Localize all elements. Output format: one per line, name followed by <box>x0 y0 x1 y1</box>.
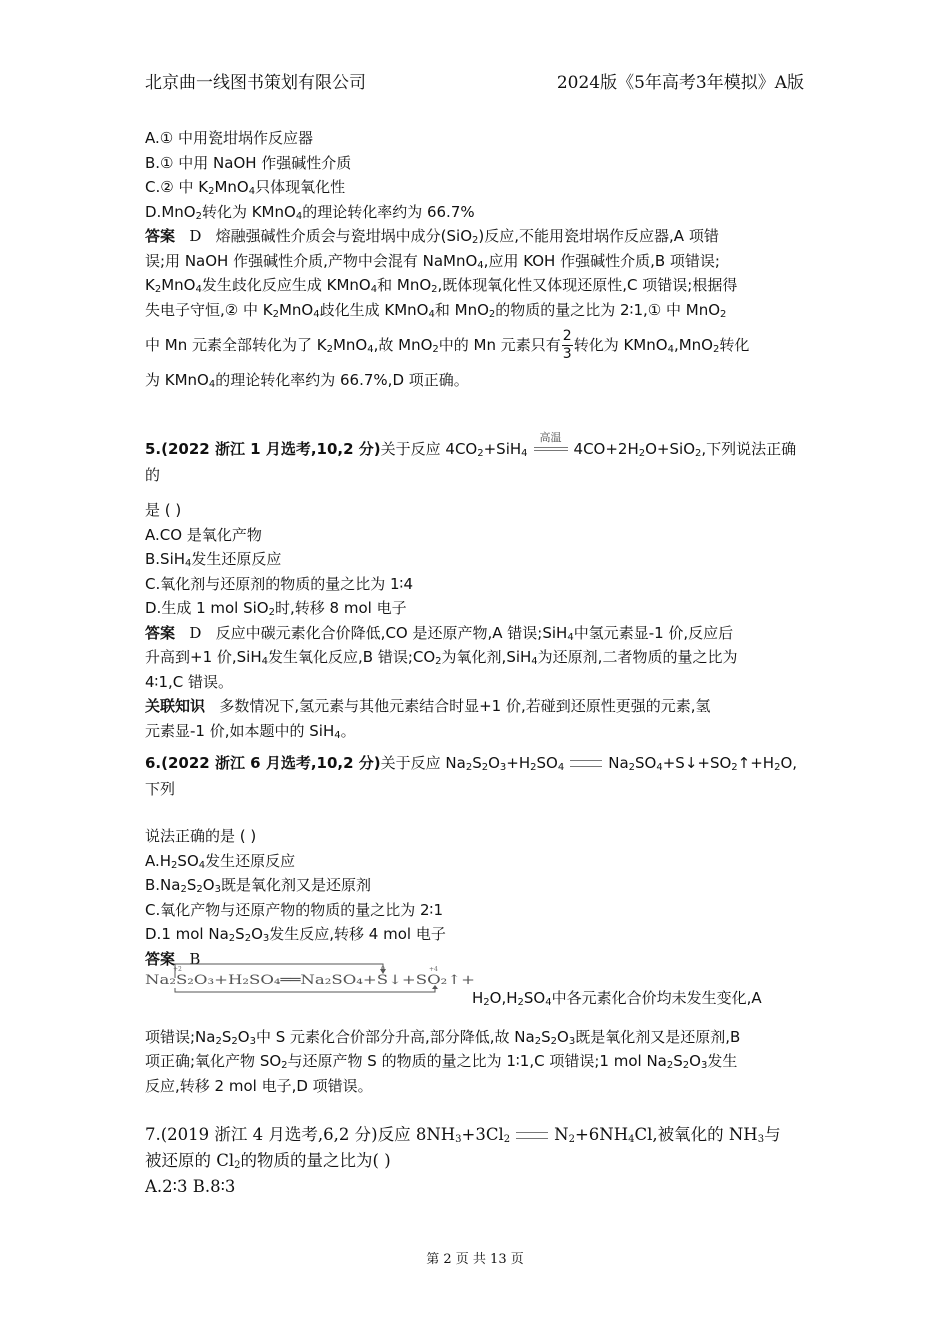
equation-text: Na₂S₂O₃+H₂SO₄══Na₂SO₄+S↓+SO₂↑+ <box>145 973 475 988</box>
q4-explain-4: 失电子守恒,② 中 $K_2MnO_4$歧化生成 KMnO$_4$和 MnO$_2$的物质的量之比为 2∶1,① 中 MnO$_2$ <box>145 300 727 320</box>
q6-explain-1: $H_2O,H_2SO_4$中各元素化合价均未发生变化,A <box>472 989 762 1008</box>
q4-explain-6: 为 KMnO$_4$的理论转化率约为 66.7%,D 项正确。 <box>145 371 469 390</box>
q5-stem-2: 是 ( ) <box>145 501 182 519</box>
fraction-two-thirds: $\frac{2}{3}$ <box>562 328 572 362</box>
q5-answer: 答案 D 反应中碳元素化合价降低,CO 是还原产物,A 错误;SiH$_4$中氢元素显-1 价,反应后 <box>145 623 734 643</box>
q7-stem: 7.(2019 浙江 4 月选考,6,2 分)反应 $8NH_3+3Cl_2$ $N_2+6NH_4Cl$,被氧化的 $NH_3$与 <box>145 1125 781 1145</box>
q6-option-d: D.1 mol $Na_2S_2O_3$发生反应,转移 4 mol 电子 <box>145 925 446 944</box>
equals-arrow <box>570 760 602 767</box>
q6-explanation <box>145 986 807 1098</box>
page-footer: 第 2 页 共 13 页 <box>426 1252 524 1267</box>
header-left: 北京曲一线图书策划有限公司 <box>145 73 366 93</box>
q5-block <box>145 430 807 743</box>
q6-stem-2: 说法正确的是 ( ) <box>145 827 257 845</box>
answer-label: 答案 <box>145 227 176 245</box>
q7-stem-2: 被还原的 $Cl_2$的物质的量之比为( ) <box>145 1151 391 1171</box>
valence-s-zero: 0 <box>381 966 385 973</box>
valence-s-plus2: +2 <box>173 966 182 973</box>
q4-option-c: C.② 中 $K_2MnO_4$只体现氧化性 <box>145 178 346 197</box>
q5-explain-2: 升高到+1 价,SiH$_4$发生氧化反应,B 错误$;CO_2$为氧化剂,SiH$_4$为还原剂,二者物质的量之比为 <box>145 648 738 667</box>
q5-related-2: 元素显-1 价,如本题中的 SiH$_4$。 <box>145 721 356 741</box>
q6-explain-2: 项错误$;Na_2S_2O_3$中 S 元素化合价部分升高,部分降低,故 $Na_2S_2O_3$既是氧化剂又是还原剂,B <box>145 1027 741 1047</box>
q6-option-b: $B.Na_2S_2O_3$既是氧化剂又是还原剂 <box>145 876 371 895</box>
q4-answer: 答案 D 熔融强碱性介质会与瓷坩埚中成分(SiO$_2$)反应,不能用瓷坩埚作反应器,A 项错 <box>145 227 719 246</box>
q5-related-1: 关联知识 多数情况下,氢元素与其他元素结合时显+1 价,若碰到还原性更强的元素,氢 <box>145 697 711 715</box>
q6-block <box>145 750 807 971</box>
q5-option-d: D.生成 1 mol SiO$_2$时,转移 8 mol 电子 <box>145 599 407 618</box>
q5-explain-3: 4∶1,C 错误。 <box>145 672 234 691</box>
q4-option-b: B.① 中用 NaOH 作强碱性介质 <box>145 153 352 172</box>
q4-block <box>145 126 807 393</box>
q4-option-a: A.① 中用瓷坩埚作反应器 <box>145 129 313 147</box>
q6-explain-4: 反应,转移 2 mol 电子,D 项错误。 <box>145 1076 373 1095</box>
q6-option-a: $A.H_2SO_4$发生还原反应 <box>145 851 296 871</box>
q7-options: A.2∶3 B.8∶3 <box>145 1177 236 1196</box>
header-right: 2024版《5年高考3年模拟》A版 <box>556 73 804 93</box>
q6-option-c: C.氧化产物与还原产物的物质的量之比为 2∶1 <box>145 900 444 919</box>
q5-option-a: A.CO 是氧化产物 <box>145 525 262 544</box>
q6-explain-3: 项正确;氧化产物 $SO_2$与还原产物 S 的物质的量之比为 1∶1,C 项错误;1 mol $Na_2S_2O_3$发生 <box>145 1052 738 1071</box>
q5-option-b: B.SiH$_4$发生还原反应 <box>145 550 282 569</box>
q6-stem: 6.(2022 浙江 6 月选考,10,2 分)关于反应 $Na_2S_2O_3+H_2SO_4$ $Na_2SO_4+S↓+SO_2↑+H_2O$,下列 <box>145 754 798 798</box>
q4-explain-5: 中 Mn 元素全部转化为了 $K_2MnO_4$,故 MnO$_2$中的 Mn 元素只有 $\frac{2}{3}$ 转化为 KMnO$_4$,MnO$_2$转化 <box>145 328 750 362</box>
valence-s-plus4: +4 <box>429 966 438 973</box>
q5-option-c: C.氧化剂与还原剂的物质的量之比为 1∶4 <box>145 574 414 593</box>
q4-explain-3: $K_2MnO_4$发生歧化反应生成 KMnO$_4$和 MnO$_2$,既体现氧化性又体现还原性,C 项错误;根据得 <box>145 276 738 295</box>
q7-block <box>145 1122 807 1200</box>
q6-answer: 答案 B <box>145 949 201 968</box>
q4-explain-2: 误;用 NaOH 作强碱性介质,产物中会混有 NaMnO$_4$,应用 KOH 作强碱性介质,B 项错误; <box>145 251 720 271</box>
equals-arrow <box>516 1132 548 1139</box>
q5-stem: 5.(2022 浙江 1 月选考,10,2 分)关于反应 $4CO_2+SiH_4$ 高温 $4CO+2H_2O+SiO_2$,下列说法正确的 <box>145 430 797 484</box>
reaction-condition-arrow: 高温 <box>534 445 568 455</box>
q4-option-d: D.MnO$_2$转化为 KMnO$_4$的理论转化率约为 66.7% <box>145 202 475 222</box>
